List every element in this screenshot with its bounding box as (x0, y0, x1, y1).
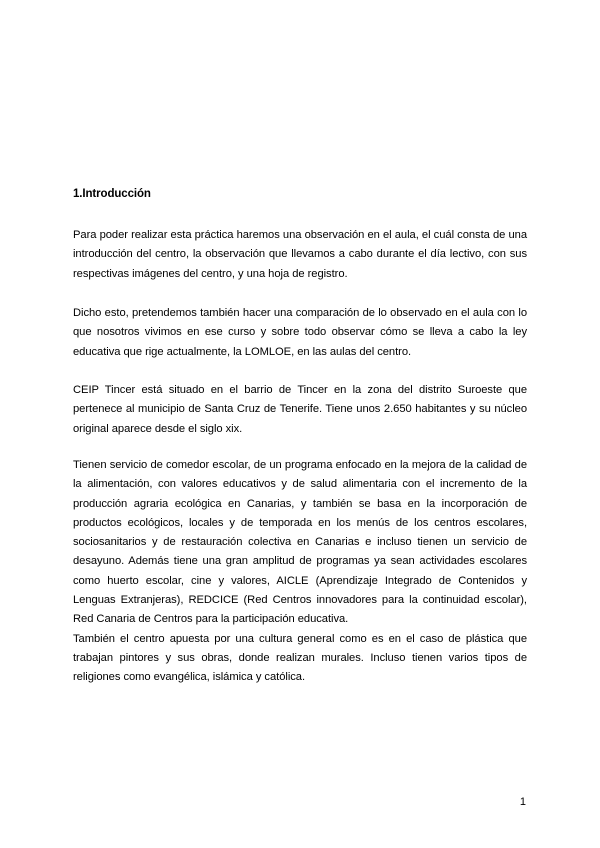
text-line: pertenece al municipio de Santa Cruz de Tenerife. Tiene unos 2.650 habitantes y su núcleo (73, 403, 527, 416)
text-line: Dicho esto, pretendemos también hacer una comparación de lo observado en el aula con lo (73, 307, 527, 319)
text-line: Tienen servicio de comedor escolar, de un programa enfocado en la mejora de la calidad de (73, 459, 527, 471)
page-number: 1 (519, 796, 526, 808)
paragraph-comparison (73, 304, 527, 362)
text-line: respectivas imágenes del centro, y una hoja de registro. (73, 267, 348, 280)
text-line: introducción del centro, la observación que llevamos a cabo durante el día lectivo, con sus (73, 248, 527, 261)
text-line: educativa que rige actualmente, la LOMLOE, en las aulas del centro. (73, 345, 412, 358)
text-line: productos ecológicos, locales y de temporada en los menús de los centros escolares, (73, 516, 527, 529)
text-line: Lenguas Extranjeras), REDCICE (Red Centros innovadores para la continuidad escolar), (73, 594, 527, 607)
text-line: CEIP Tincer está situado en el barrio de Tincer en la zona del distrito Suroeste que (73, 384, 527, 396)
text-line: trabajan pintores y sus obras, donde realizan murales. Incluso tienen varios tipos de (73, 651, 527, 664)
text-line: religiones como evangélica, islámica y católica. (73, 671, 306, 684)
text-line: Para poder realizar esta práctica haremos una observación en el aula, el cuál consta de una (73, 229, 527, 241)
text-line: original aparece desde el siglo xix. (73, 422, 243, 435)
paragraph-services (73, 456, 527, 688)
text-line: la alimentación, con valores educativos y de salud alimentaria con el incremento de la (73, 478, 527, 491)
text-line: sociosanitarios y de restauración colectiva en Canarias e incluso tienen un servicio de (73, 536, 527, 549)
text-line: que nosotros vivimos en ese curso y sobre todo observar cómo se lleva a cabo la ley (73, 326, 527, 339)
text-line: desayuno. Además tiene una gran amplitud de programas ya sean actividades escolares (73, 555, 527, 568)
text-line: producción agraria ecológica en Canarias, y también se basa en la incorporación de (73, 497, 527, 510)
text-line: También el centro apuesta por una cultura general como es en el caso de plástica que (73, 632, 527, 645)
section-heading: 1.Introducción (73, 188, 151, 200)
paragraph-school (73, 381, 527, 439)
paragraph-intro (73, 226, 527, 284)
text-line: como huerto escolar, cine y valores, AICLE (Aprendizaje Integrado de Contenidos y (73, 574, 527, 587)
text-line: Red Canaria de Centros para la participación educativa. (73, 613, 349, 626)
